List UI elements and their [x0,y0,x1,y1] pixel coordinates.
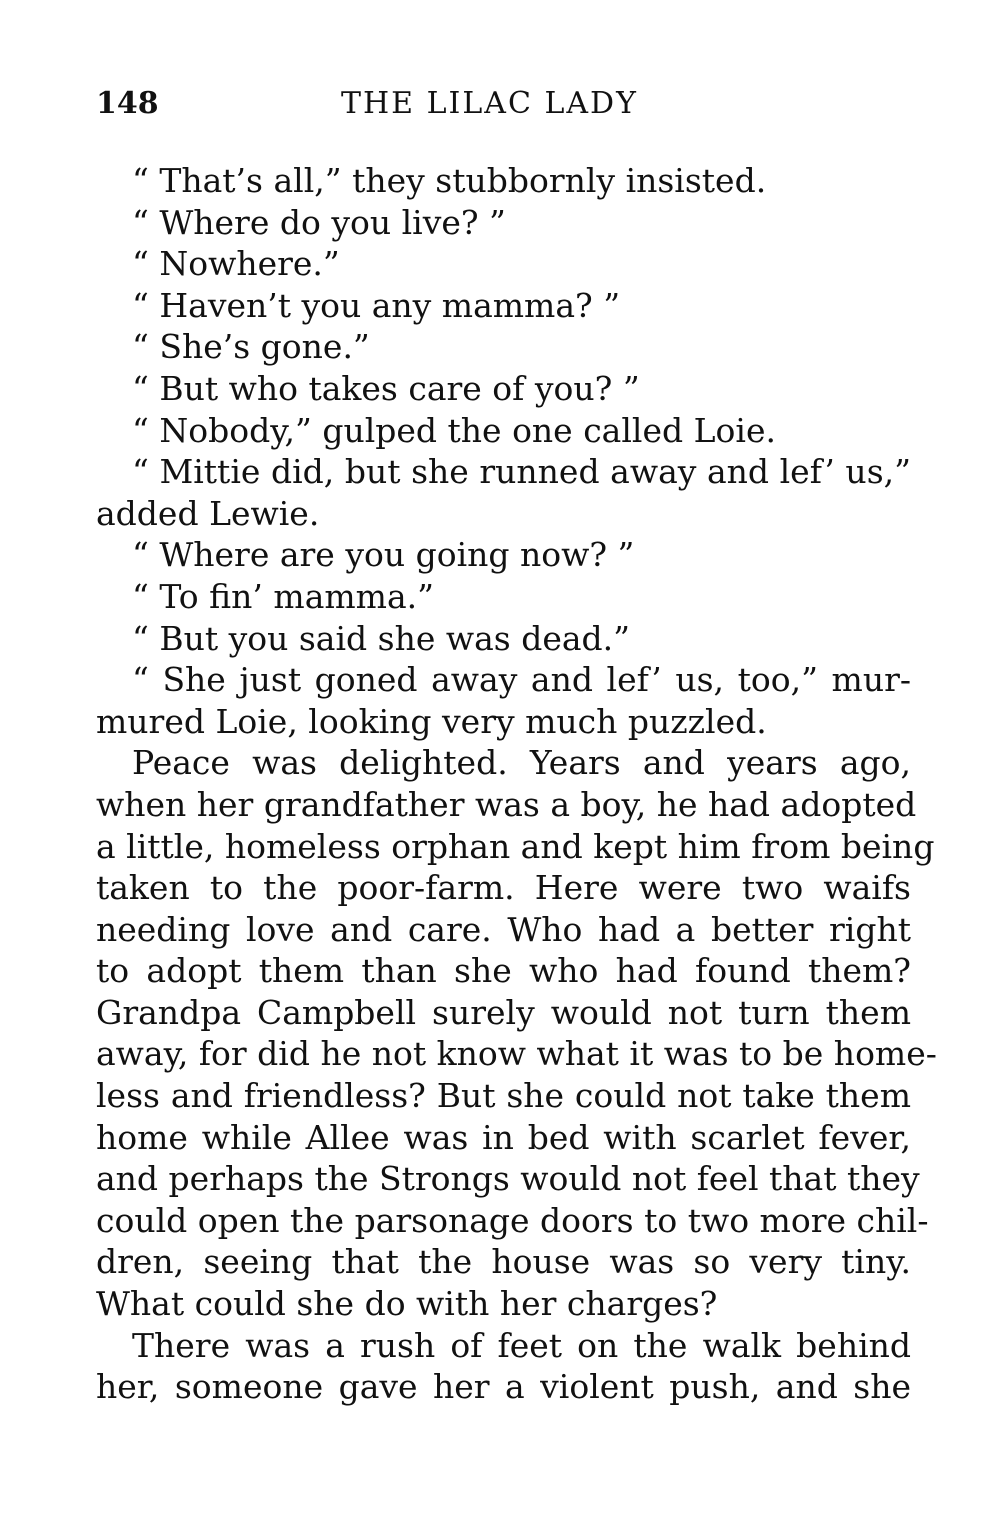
text-line: “ Haven’t you any mamma? ” [132,285,621,325]
text-line: less and friendless? But she could not take them [96,1076,911,1116]
text-line: “ Where do you live? ” [132,202,506,242]
text-line: when her grandfather was a boy, he had adopted [96,784,917,824]
text-line: “ But you said she was dead.” [132,618,631,658]
text-line: “ Where are you going now? ” [132,535,635,575]
text-line: “ Mittie did, but she runned away and lef’ us,” [132,452,911,492]
text-line: her, someone gave her a violent push, and she [96,1367,911,1407]
text-line: to adopt them than she who had found them? [96,951,911,991]
body-text [96,160,937,1408]
text-line: “ But who takes care of you? ” [132,368,640,408]
text-line: “ Nobody,” gulped the one called Loie. [132,410,776,450]
text-line: a little, homeless orphan and kept him from being [96,826,935,866]
text-line: home while Allee was in bed with scarlet fever, [96,1117,911,1157]
text-line: “ She’s gone.” [132,327,370,367]
text-line: “ Nowhere.” [132,244,340,284]
text-line: dren, seeing that the house was so very tiny. [96,1242,911,1282]
text-line: There was a rush of feet on the walk behind [132,1325,911,1365]
text-line: added Lewie. [96,493,320,533]
text-line: taken to the poor-farm. Here were two waifs [96,868,911,908]
text-line: mured Loie, looking very much puzzled. [96,701,767,741]
running-header [96,82,916,126]
text-line: away, for did he not know what it was to be home- [96,1034,937,1074]
text-line: “ That’s all,” they stubbornly insisted. [132,161,767,200]
running-title: THE LILAC LADY [341,86,638,121]
page-number: 148 [96,86,159,121]
text-line: Grandpa Campbell surely would not turn them [96,992,911,1032]
text-line: and perhaps the Strongs would not feel that they [96,1159,920,1199]
text-line: could open the parsonage doors to two more chil- [96,1200,929,1240]
text-line: needing love and care. Who had a better right [96,909,911,949]
text-line: “ She just goned away and lef’ us, too,” mur- [132,660,911,700]
text-line: What could she do with her charges? [96,1284,718,1324]
text-line: Peace was delighted. Years and years ago, [132,743,911,783]
text-line: “ To fin’ mamma.” [132,576,434,616]
